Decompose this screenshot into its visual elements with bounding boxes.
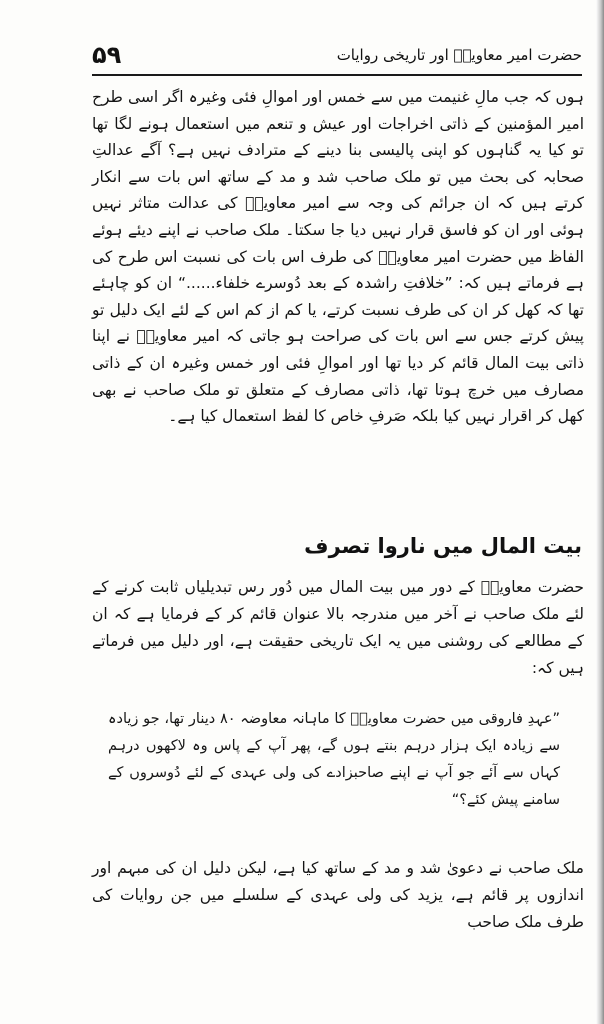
page-edge-shadow bbox=[596, 0, 604, 1024]
page-number: ۵۹ bbox=[92, 41, 122, 69]
block-quote: ”عہدِ فاروقی میں حضرت معاویہؓ کا ماہانہ معاوضہ ۸۰ دینار تھا، جو زیادہ سے زیادہ ایک ہزار درہم بنتے ہوں گے، پھر آپ کے پاس وہ لاکھوں درہم کہاں سے آئے جو آپ نے اپنے صاحبزادے کی ولی عہدی کے لئے دُوسروں کے سامنے پیش کئے؟“ bbox=[108, 711, 561, 808]
header-divider bbox=[92, 74, 582, 76]
page-header bbox=[92, 40, 582, 74]
running-title: حضرت امیر معاویہؓ اور تاریخی روایات bbox=[336, 46, 582, 64]
section-heading: بیت المال میں ناروا تصرف bbox=[304, 534, 582, 558]
paragraph-1: ہوں کہ جب مالِ غنیمت میں سے خمس اور اموالِ فئی وغیرہ اگر اسی طرح امیر المؤمنین کے ذاتی اخراجات اور عیش و تنعم میں استعمال ہونے لگا تھا تو کیا یہ گناہوں کو اپنی پالیسی بنا دینے کے مترادف نہیں ہے؟ آگے عدالتِ صحابہ کی بحث میں تو ملک صاحب شد و مد کے ساتھ اس بات سے انکار کرتے ہیں کہ ان جرائم کی وجہ سے امیر معاویہؓ کی عدالت متاثر نہیں ہوئی اور ان کو فاسق قرار نہیں دیا جا سکتا۔ ملک صاحب نے اپنے دیئے ہوئے الفاظ میں حضرت امیر معاویہؓ کی طرف اس بات کی نسبت اس طرح کی ہے فرماتے ہیں کہ: ”خلافتِ راشدہ کے بعد دُوسرے خلفاء......“ ان کو چاہئے تھا کہ کھل کر ان کی طرف نسبت کرتے، یا کم از کم اس کے لئے ایک دلیل تو پیش کرتے جس سے اس بات کی صراحت ہو جاتی کہ امیر معاویہؓ نے اپنا ذاتی بیت المال قائم کر دیا تھا اور اموالِ فئی اور خمس وغیرہ ان کے ذاتی مصارف میں خرچ ہوتا تھا، ذاتی مصارف کے متعلق تو ملک صاحب نے بھی کھل کر اقرار نہیں کیا بلکہ صَرفِ خاص کا لفظ استعمال کیا ہے۔ bbox=[92, 88, 584, 426]
paragraph-3: ملک صاحب نے دعویٰ شد و مد کے ساتھ کیا ہے، لیکن دلیل ان کی مبہم اور اندازوں پر قائم ہے، یزید کی ولی عہدی کے سلسلے میں جن روایات کی طرف ملک صاحب bbox=[92, 859, 584, 931]
paragraph-2: حضرت معاویہؓ کے دور میں بیت المال میں دُور رس تبدیلیاں ثابت کرنے کے لئے ملک صاحب نے آخر میں مندرجہ بالا عنوان قائم کر کے فرمایا ہے کہ ان کے مطالعے کی روشنی میں یہ ایک تاریخی حقیقت ہے، اور دلیل میں فرماتے ہیں کہ: bbox=[92, 578, 584, 677]
